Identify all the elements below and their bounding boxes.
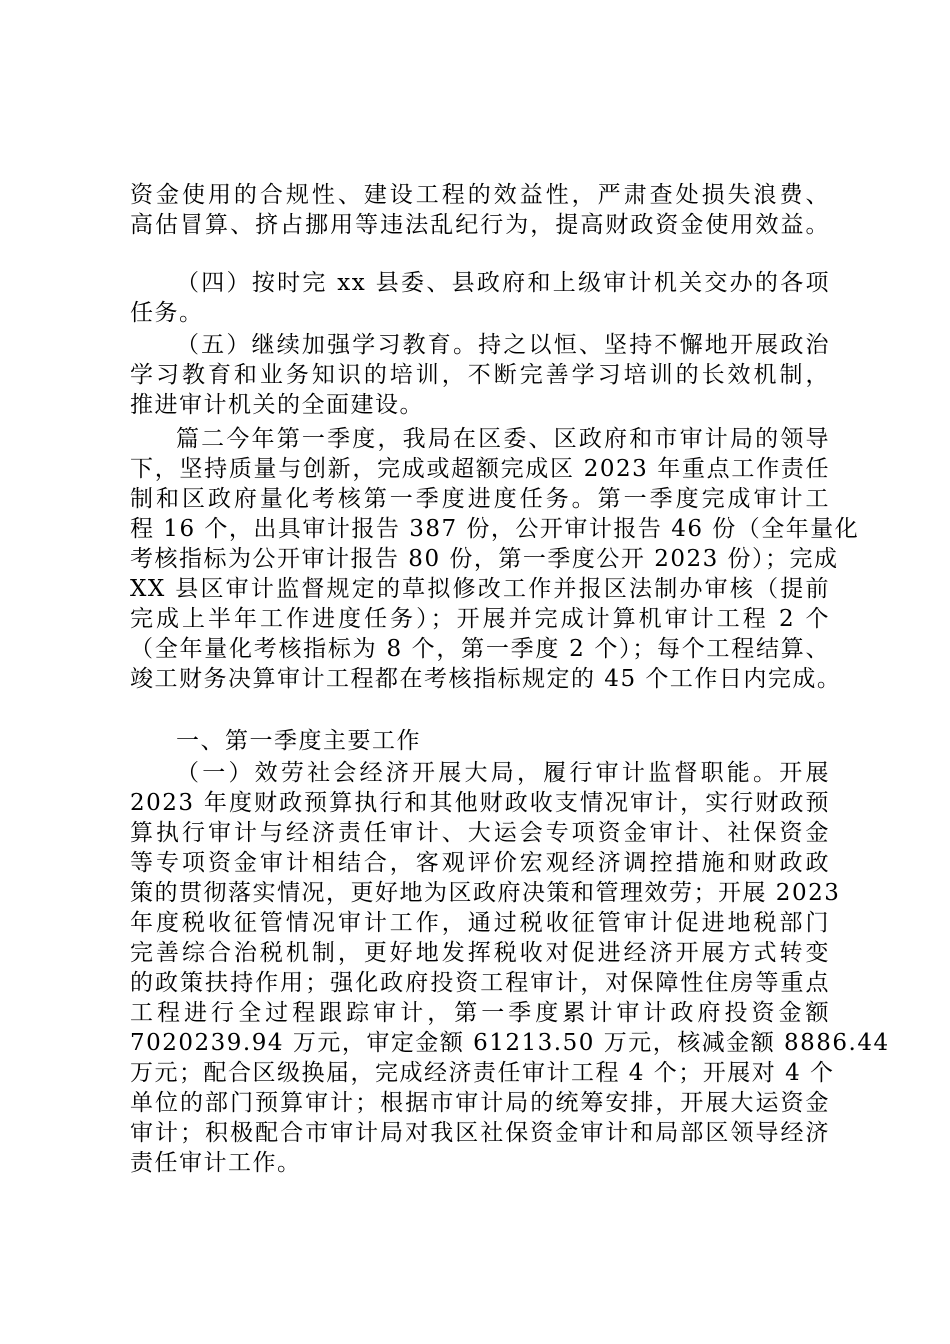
text-line: 万元；配合区级换届，完成经济责任审计工程 4 个；开展对 4 个 (130, 1060, 835, 1086)
section-heading: 一、第一季度主要工作 (176, 728, 421, 754)
text-line: 年度税收征管情况审计工作，通过税收征管审计促进地税部门 (130, 910, 830, 936)
text-line: （四）按时完 xx 县委、县政府和上级审计机关交办的各项 (176, 270, 830, 296)
text-line: （全年量化考核指标为 8 个，第一季度 2 个）；每个工程结算、 (130, 636, 830, 662)
text-line: 考核指标为公开审计报告 80 份，第一季度公开 2023 份）；完成 (130, 546, 839, 572)
text-line: 策的贯彻落实情况，更好地为区政府决策和管理效劳；开展 2023 (130, 880, 841, 906)
text-line: 竣工财务决算审计工程都在考核指标规定的 45 个工作日内完成。 (130, 666, 842, 692)
text-line: XX 县区审计监督规定的草拟修改工作并报区法制办审核（提前 (130, 576, 830, 602)
text-line: 7020239.94 万元，审定金额 61213.50 万元，核减金额 8886.44 (130, 1030, 890, 1056)
text-line: 工程进行全过程跟踪审计，第一季度累计审计政府投资金额 (130, 1000, 830, 1026)
text-line: 完成上半年工作进度任务）；开展并完成计算机审计工程 2 个 (130, 606, 830, 632)
text-line: 下，坚持质量与创新，完成或超额完成区 2023 年重点工作责任 (130, 456, 830, 482)
text-line: 推进审计机关的全面建设。 (130, 392, 424, 418)
text-line: （一）效劳社会经济开展大局，履行审计监督职能。开展 (176, 760, 830, 786)
text-line: 制和区政府量化考核第一季度进度任务。第一季度完成审计工 (130, 486, 830, 512)
text-line: 2023 年度财政预算执行和其他财政收支情况审计，实行财政预 (130, 790, 830, 816)
text-line: 算执行审计与经济责任审计、大运会专项资金审计、社保资金 (130, 820, 830, 846)
text-line: （五）继续加强学习教育。持之以恒、坚持不懈地开展政治 (176, 332, 830, 358)
text-line: 高估冒算、挤占挪用等违法乱纪行为，提高财政资金使用效益。 (130, 212, 830, 238)
text-line: 程 16 个，出具审计报告 387 份，公开审计报告 46 份（全年量化 (130, 516, 860, 542)
text-line: 学习教育和业务知识的培训，不断完善学习培训的长效机制， (130, 362, 830, 388)
text-line: 审计；积极配合市审计局对我区社保资金审计和局部区领导经济 (130, 1120, 830, 1146)
text-line: 责任审计工作。 (130, 1150, 302, 1176)
text-line: 资金使用的合规性、建设工程的效益性，严肃查处损失浪费、 (130, 182, 830, 208)
text-line: 篇二今年第一季度，我局在区委、区政府和市审计局的领导 (176, 426, 830, 452)
text-line: 单位的部门预算审计；根据市审计局的统筹安排，开展大运资金 (130, 1090, 830, 1116)
text-line: 完善综合治税机制，更好地发挥税收对促进经济开展方式转变 (130, 940, 830, 966)
text-line: 任务。 (130, 300, 204, 326)
text-line: 等专项资金审计相结合，客观评价宏观经济调控措施和财政政 (130, 850, 830, 876)
text-line: 的政策扶持作用；强化政府投资工程审计，对保障性住房等重点 (130, 970, 830, 996)
